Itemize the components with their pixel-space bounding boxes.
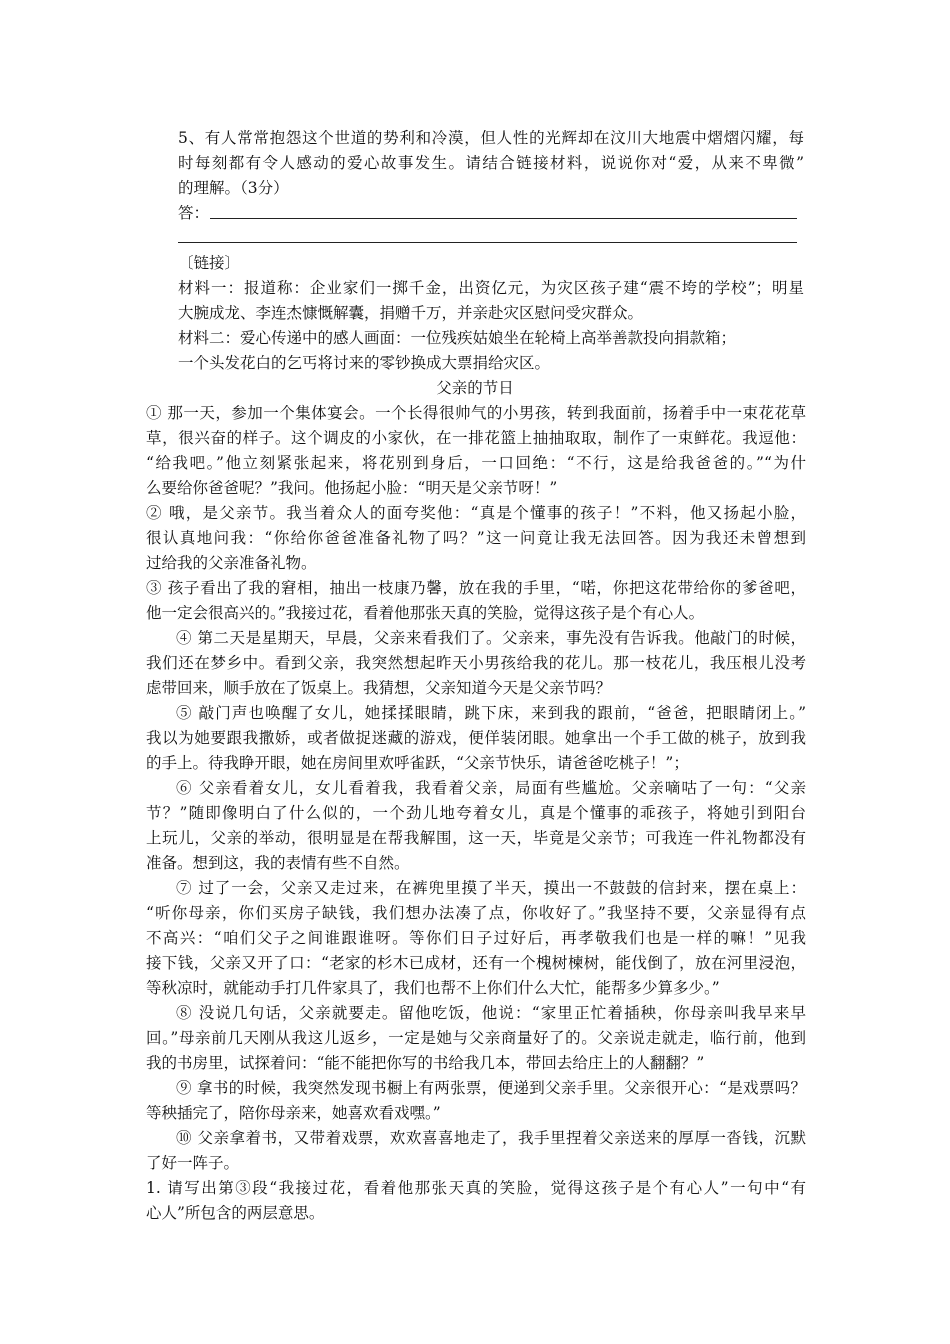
answer-line-2[interactable] (178, 242, 797, 243)
question1-line-2: 心人”所包含的两层意思。 (146, 1204, 325, 1222)
article-line: 过给我的父亲准备礼物。 (146, 554, 317, 572)
article-line: 接下钱，父亲又开了口：“老家的杉木已成材，还有一个槐树楝树，能伐倒了，放在河里浸泡， (146, 954, 806, 972)
article-line: 等秋凉时，就能动手打几件家具了，我们也帮不上你们什么大忙，能帮多少算多少。” (146, 979, 720, 997)
article-line: 回。”母亲前几天刚从我这儿返乡，一定是她与父亲商量好了的。父亲说走就走，临行前，他到 (146, 1029, 806, 1047)
article-line: 上玩儿，父亲的举动，很明显是在帮我解围，这一天，毕竟是父亲节；可我连一件礼物都没有 (146, 829, 806, 847)
article-line: ⑧ 没说几句话，父亲就要走。留他吃饭，他说：“家里正忙着插秧，你母亲叫我早来早 (176, 1004, 806, 1022)
link-heading: 〔链接〕 (178, 254, 241, 272)
article-line: “听你母亲，你们买房子缺钱，我们想办法凑了点，你收好了。”我坚持不要，父亲显得有点 (146, 904, 806, 922)
article-line: ④ 第二天是星期天，早晨，父亲来看我们了。父亲来，事先没有告诉我。他敲门的时候， (176, 629, 806, 647)
link-line-4: 一个头发花白的乞丐将讨来的零钞换成大票捐给灾区。 (178, 354, 551, 372)
article-line: 的手上。待我睁开眼，她在房间里欢呼雀跃，“父亲节快乐，请爸爸吃桃子！”； (146, 754, 689, 772)
question5-line-2: 时每刻都有令人感动的爱心故事发生。请结合链接材料，说说你对“爱，从来不卑微” (178, 154, 804, 172)
article-line: 节？”随即像明白了什么似的，一个劲儿地夸着女儿，真是个懂事的乖孩子，将她引到阳台 (146, 804, 806, 822)
article-line: ⑨ 拿书的时候，我突然发现书橱上有两张票，便递到父亲手里。父亲很开心：“是戏票吗？ (176, 1079, 806, 1097)
link-line-3: 材料二：爱心传递中的感人画面：一位残疾姑娘坐在轮椅上高举善款投向捐款箱； (178, 329, 737, 347)
article-line: 不高兴：“咱们父子之间谁跟谁呀。等你们日子过好后，再孝敬我们也是一样的嘛！”见我 (146, 929, 806, 947)
article-line: ⑦ 过了一会，父亲又走过来，在裤兜里摸了半天，摸出一不鼓鼓的信封来，摆在桌上： (176, 879, 806, 897)
link-line-1: 材料一：报道称：企业家们一掷千金，出资亿元，为灾区孩子建“震不垮的学校”；明星 (178, 279, 804, 297)
question5-line-3: 的理解。（3分） (178, 179, 289, 197)
article-line: ⑥ 父亲看着女儿，女儿看着我，我看着父亲，局面有些尴尬。父亲嘀咕了一句：“父亲 (176, 779, 806, 797)
article-line: ③ 孩子看出了我的窘相，抽出一枝康乃馨，放在我的手里，“喏，你把这花带给你的爹爸吧， (146, 579, 806, 597)
article-line: 等秧插完了，陪你母亲来，她喜欢看戏嘿。” (146, 1104, 441, 1122)
article-line: 么要给你爸爸呢？”我问。他扬起小脸：“明天是父亲节呀！” (146, 479, 558, 497)
article-line: ⑩ 父亲拿着书，又带着戏票，欢欢喜喜地走了，我手里捏着父亲送来的厚厚一沓钱，沉默 (176, 1129, 806, 1147)
article-line: 草，很兴奋的样子。这个调皮的小家伙，在一排花篮上抽抽取取，制作了一束鲜花。我逗他： (146, 429, 806, 447)
article-line: 了好一阵子。 (146, 1154, 240, 1172)
article-line: 我以为她要跟我撒娇，或者做捉迷藏的游戏，便佯装闭眼。她拿出一个手工做的桃子，放到我 (146, 729, 806, 747)
link-line-2: 大腕成龙、李连杰慷慨解囊，捐赠千万，并亲赴灾区慰问受灾群众。 (178, 304, 644, 322)
article-line: 虑带回来，顺手放在了饭桌上。我猜想，父亲知道今天是父亲节吗？ (146, 679, 612, 697)
article-line: 很认真地问我：“你给你爸爸准备礼物了吗？”这一问竟让我无法回答。因为我还未曾想到 (146, 529, 806, 547)
article-line: ⑤ 敲门声也唤醒了女儿，她揉揉眼睛，跳下床，来到我的跟前，“爸爸，把眼睛闭上。” (176, 704, 806, 722)
article-title: 父亲的节日 (436, 379, 514, 397)
question5-line-1: 5、有人常常抱怨这个世道的势利和冷漠，但人性的光辉却在汶川大地震中熠熠闪耀，每 (178, 129, 804, 147)
article-line: 我们还在梦乡中。看到父亲，我突然想起昨天小男孩给我的花儿。那一枝花儿，我压根儿没考 (146, 654, 806, 672)
answer-label: 答： (178, 204, 210, 222)
article-line: 我的书房里，试探着问：“能不能把你写的书给我几本，带回去给庄上的人翻翻？” (146, 1054, 705, 1072)
article-line: 他一定会很高兴的。”我接过花，看着他那张天真的笑脸，觉得这孩子是个有心人。 (146, 604, 705, 622)
article-line: 准备。想到这，我的表情有些不自然。 (146, 854, 410, 872)
article-line: “给我吧。”他立刻紧张起来，将花别到身后，一口回绝：“不行，这是给我爸爸的。”“为什 (146, 454, 806, 472)
question1-line-1: 1. 请写出第③段“我接过花，看着他那张天真的笑脸，觉得这孩子是个有心人”一句中“有 (146, 1179, 806, 1197)
article-line: ② 哦，是父亲节。我当着众人的面夸奖他：“真是个懂事的孩子！”不料，他又扬起小脸， (146, 504, 806, 522)
answer-line-1[interactable] (210, 218, 797, 219)
article-line: ① 那一天，参加一个集体宴会。一个长得很帅气的小男孩，转到我面前，扬着手中一束花花草 (146, 404, 806, 422)
